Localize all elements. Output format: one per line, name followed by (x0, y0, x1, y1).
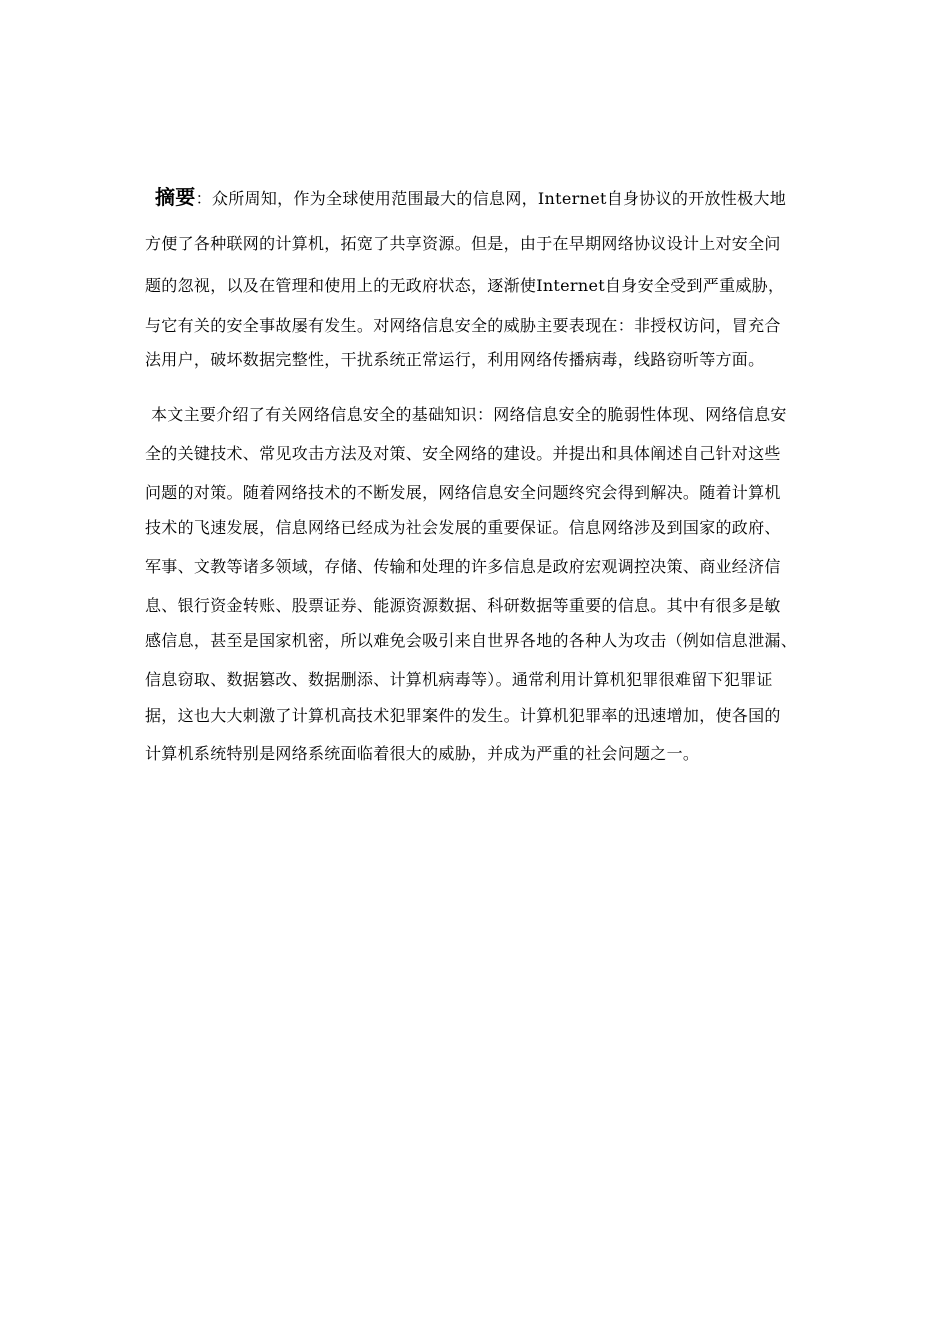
abstract-line-5: 法用户，破坏数据完整性，干扰系统正常运行，利用网络传播病毒，线路窃听等方面。 (145, 350, 765, 369)
body-line-9: 据，这也大大刺激了计算机高技术犯罪案件的发生。计算机犯罪率的迅速增加，使各国的 (145, 706, 781, 725)
abstract-line-2: 方便了各种联网的计算机，拓宽了共享资源。但是，由于在早期网络协议设计上对安全问 (145, 234, 781, 253)
abstract-line-4: 与它有关的安全事故屡有发生。对网络信息安全的威胁主要表现在：非授权访问，冒充合 (145, 316, 781, 335)
abstract-line-1: 众所周知，作为全球使用范围最大的信息网，Internet自身协议的开放性极大地 (211, 189, 786, 208)
body-line-3: 问题的对策。随着网络技术的不断发展，网络信息安全问题终究会得到解决。随着计算机 (145, 483, 781, 502)
abstract-label: 摘要 (155, 185, 196, 209)
body-line-7: 感信息，甚至是国家机密，所以难免会吸引来自世界各地的各种人为攻击（例如信息泄漏、 (145, 631, 798, 650)
body-line-4: 技术的飞速发展，信息网络已经成为社会发展的重要保证。信息网络涉及到国家的政府、 (145, 518, 781, 537)
body-line-2: 全的关键技术、常见攻击方法及对策、安全网络的建设。并提出和具体阐述自己针对这些 (145, 444, 781, 463)
body-line-6: 息、银行资金转账、股票证券、能源资源数据、科研数据等重要的信息。其中有很多是敏 (145, 596, 781, 615)
abstract-colon: ： (195, 189, 212, 208)
body-line-10: 计算机系统特别是网络系统面临着很大的威胁，并成为严重的社会问题之一。 (145, 744, 700, 763)
abstract-line-3: 题的忽视，以及在管理和使用上的无政府状态，逐渐使Internet自身安全受到严重威胁， (145, 276, 785, 295)
abstract-first-line (155, 187, 786, 209)
body-line-8: 信息窃取、数据篡改、数据删添、计算机病毒等）。通常利用计算机犯罪很难留下犯罪证 (145, 670, 773, 689)
body-line-1: 本文主要介绍了有关网络信息安全的基础知识：网络信息安全的脆弱性体现、网络信息安 (151, 405, 787, 424)
body-line-5: 军事、文教等诸多领域，存储、传输和处理的许多信息是政府宏观调控决策、商业经济信 (145, 557, 781, 576)
